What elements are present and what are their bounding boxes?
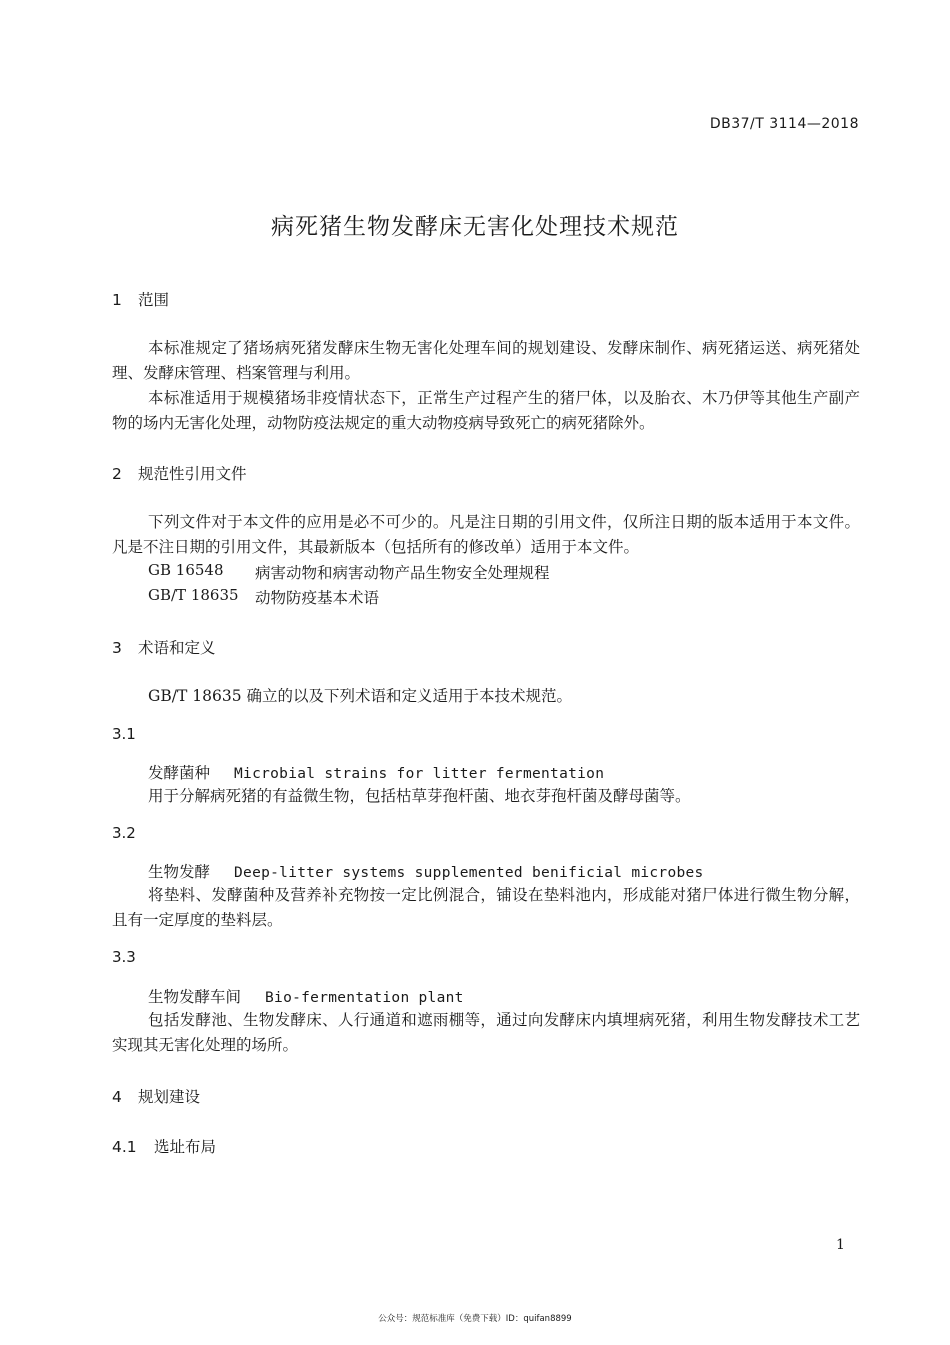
term-heading bbox=[148, 985, 464, 1007]
section-title: 规范性引用文件 bbox=[138, 465, 247, 483]
section-number: 4 bbox=[112, 1088, 122, 1106]
subsection-title: 选址布局 bbox=[154, 1138, 217, 1156]
section-2-paragraph: 下列文件对于本文件的应用是必不可少的。凡是注日期的引用文件，仅所注日期的版本适用于本文件。凡是不注日期的引用文件，其最新版本（包括所有的修改单）适用于本文件。 bbox=[112, 513, 860, 556]
section-title: 术语和定义 bbox=[138, 639, 216, 657]
subsection-4-1-heading bbox=[112, 1135, 216, 1157]
section-number: 3 bbox=[112, 639, 122, 657]
section-1-heading bbox=[112, 288, 169, 310]
section-4-heading bbox=[112, 1085, 200, 1107]
section-3-heading bbox=[112, 636, 216, 658]
term-chinese: 生物发酵车间 bbox=[148, 988, 242, 1006]
term-chinese: 发酵菌种 bbox=[148, 764, 211, 782]
section-title: 范围 bbox=[138, 291, 170, 309]
term-definition: 将垫料、发酵菌种及营养补充物按一定比例混合，铺设在垫料池内，形成能对猪尸体进行微生物分解，且有一定厚度的垫料层。 bbox=[112, 886, 860, 929]
section-number: 2 bbox=[112, 465, 122, 483]
page-number: 1 bbox=[836, 1237, 845, 1253]
reference-code: GB/T 18635 bbox=[148, 586, 239, 604]
term-definition: 包括发酵池、生物发酵床、人行通道和遮雨棚等，通过向发酵床内填埋病死猪，利用生物发酵技术工艺实现其无害化处理的场所。 bbox=[112, 1011, 860, 1054]
term-english: Bio-fermentation plant bbox=[265, 990, 464, 1006]
term-number: 3.3 bbox=[112, 948, 136, 966]
section-1-paragraph-1: 本标准规定了猪场病死猪发酵床生物无害化处理车间的规划建设、发酵床制作、病死猪运送、病死猪处理、发酵床管理、档案管理与利用。 bbox=[112, 339, 860, 382]
reference-title: 病害动物和病害动物产品生物安全处理规程 bbox=[255, 564, 550, 582]
document-title: 病死猪生物发酵床无害化处理技术规范 bbox=[271, 214, 679, 240]
footer-watermark: 公众号：规范标准库（免费下载）ID：quifan8899 bbox=[378, 1314, 572, 1324]
reference-title: 动物防疫基本术语 bbox=[255, 589, 380, 607]
term-english: Deep-litter systems supplemented benificial microbes bbox=[234, 865, 704, 881]
section-2-heading bbox=[112, 462, 247, 484]
term-heading bbox=[148, 860, 704, 882]
section-title: 规划建设 bbox=[138, 1088, 201, 1106]
reference-code: GB 16548 bbox=[148, 561, 224, 579]
term-number: 3.2 bbox=[112, 824, 136, 842]
section-3-paragraph: GB/T 18635 确立的以及下列术语和定义适用于本技术规范。 bbox=[148, 687, 572, 705]
subsection-number: 4.1 bbox=[112, 1138, 137, 1156]
standard-code: DB37/T 3114—2018 bbox=[709, 116, 859, 132]
section-1-paragraph-2: 本标准适用于规模猪场非疫情状态下，正常生产过程产生的猪尸体，以及胎衣、木乃伊等其他生产副产物的场内无害化处理，动物防疫法规定的重大动物疫病导致死亡的病死猪除外。 bbox=[112, 389, 860, 432]
section-number: 1 bbox=[112, 291, 122, 309]
term-number: 3.1 bbox=[112, 725, 136, 743]
term-english: Microbial strains for litter fermentation bbox=[234, 766, 605, 782]
term-chinese: 生物发酵 bbox=[148, 863, 211, 881]
term-heading bbox=[148, 761, 604, 783]
term-definition: 用于分解病死猪的有益微生物，包括枯草芽孢杆菌、地衣芽孢杆菌及酵母菌等。 bbox=[148, 787, 691, 805]
